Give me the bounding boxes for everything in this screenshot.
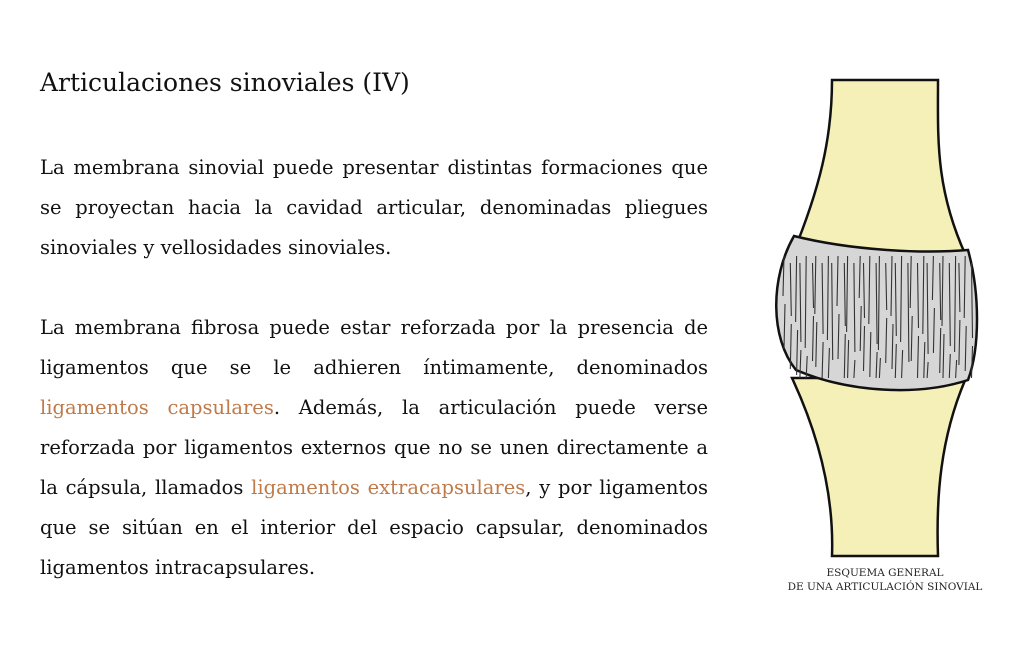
- caption-line-1: ESQUEMA GENERAL: [826, 567, 944, 579]
- paragraph2-text-2: . Además, la articulación puede verse reforzada por ligamentos externos que no se unen directamente a la cápsula, llamados: [40, 396, 708, 499]
- paragraph-synovial-membrane: La membrana sinovial puede presentar distintas formaciones que se proyectan hacia la cavidad articular, denominadas pliegues sinoviales y vellosidades sinoviales.: [40, 156, 708, 259]
- synovial-joint-illustration: [770, 78, 990, 558]
- page-title: Articulaciones sinoviales (IV): [40, 68, 410, 97]
- caption-line-2: DE UNA ARTICULACIÓN SINOVIAL: [787, 581, 983, 593]
- paragraph2-text-1: La membrana fibrosa puede estar reforzada por la presencia de ligamentos que se le adhieren íntimamente, denominados: [40, 316, 708, 379]
- lower-bone: [792, 378, 966, 556]
- capsular-ligaments-link[interactable]: ligamentos capsulares: [40, 396, 274, 419]
- extracapsular-ligaments-link[interactable]: ligamentos extracapsulares: [251, 476, 526, 499]
- upper-bone: [792, 80, 966, 256]
- paragraph-fibrous-membrane: [40, 308, 708, 588]
- figure-caption: [770, 566, 1000, 594]
- paragraph2-text-3: , y por ligamentos que se sitúan en el interior del espacio capsular, denominados ligamentos intracapsulares.: [40, 476, 708, 579]
